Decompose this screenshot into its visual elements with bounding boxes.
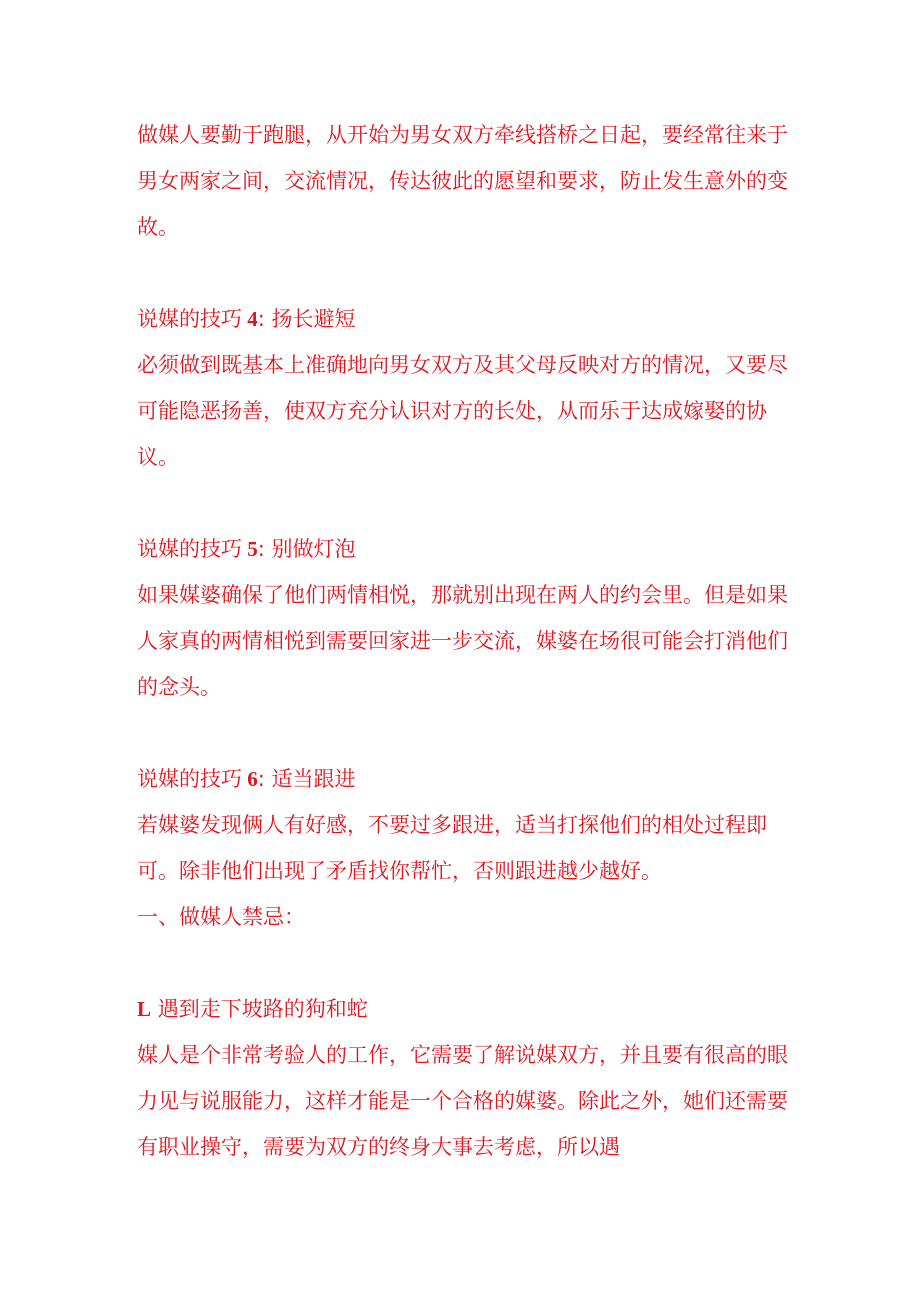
heading-tip-5-number: 5	[242, 537, 258, 561]
heading-tip-4	[137, 296, 797, 342]
heading-tip-4-title: : 扬长避短	[257, 307, 356, 331]
heading-tip-6-title: : 适当跟进	[257, 767, 356, 791]
paragraph-gap	[137, 250, 797, 296]
heading-tip-4-number: 4	[242, 307, 258, 331]
paragraph-gap	[137, 480, 797, 526]
paragraph-tip-5: 如果媒婆确保了他们两情相悦，那就别出现在两人的约会里。但是如果人家真的两情相悦到需要回家进一步交流，媒婆在场很可能会打消他们的念头。	[137, 583, 788, 699]
heading-tip-4-prefix: 说媒的技巧	[137, 307, 242, 331]
paragraph-gap	[137, 940, 797, 986]
heading-taboo-l-number: L	[137, 997, 152, 1021]
heading-tip-6	[137, 756, 797, 802]
heading-tip-5	[137, 526, 797, 572]
paragraph-tip-6: 若媒婆发现俩人有好感，不要过多跟进，适当打探他们的相处过程即可。除非他们出现了矛盾找你帮忙，否则跟进越少越好。	[137, 813, 767, 883]
document-body	[137, 112, 797, 1170]
heading-taboo-l	[137, 986, 797, 1032]
paragraph-taboo-l: 媒人是个非常考验人的工作，它需要了解说媒双方，并且要有很高的眼力见与说服能力，这样才能是一个合格的媒婆。除此之外，她们还需要有职业操守，需要为双方的终身大事去考虑，所以遇	[137, 1043, 788, 1159]
paragraph-gap	[137, 710, 797, 756]
heading-tip-5-prefix: 说媒的技巧	[137, 537, 242, 561]
heading-tip-6-number: 6	[242, 767, 258, 791]
heading-tip-5-title: : 别做灯泡	[257, 537, 356, 561]
paragraph-running-errands: 做媒人要勤于跑腿，从开始为男女双方牵线搭桥之日起，要经常往来于男女两家之间，交流情况，传达彼此的愿望和要求，防止发生意外的变故。	[137, 123, 788, 239]
section-heading-taboos: 一、做媒人禁忌：	[137, 905, 305, 929]
heading-taboo-l-title: 遇到走下坡路的狗和蛇	[151, 997, 368, 1021]
paragraph-tip-4: 必须做到既基本上准确地向男女双方及其父母反映对方的情况，又要尽可能隐恶扬善，使双方充分认识对方的长处，从而乐于达成嫁娶的协议。	[137, 353, 788, 469]
heading-tip-6-prefix: 说媒的技巧	[137, 767, 242, 791]
